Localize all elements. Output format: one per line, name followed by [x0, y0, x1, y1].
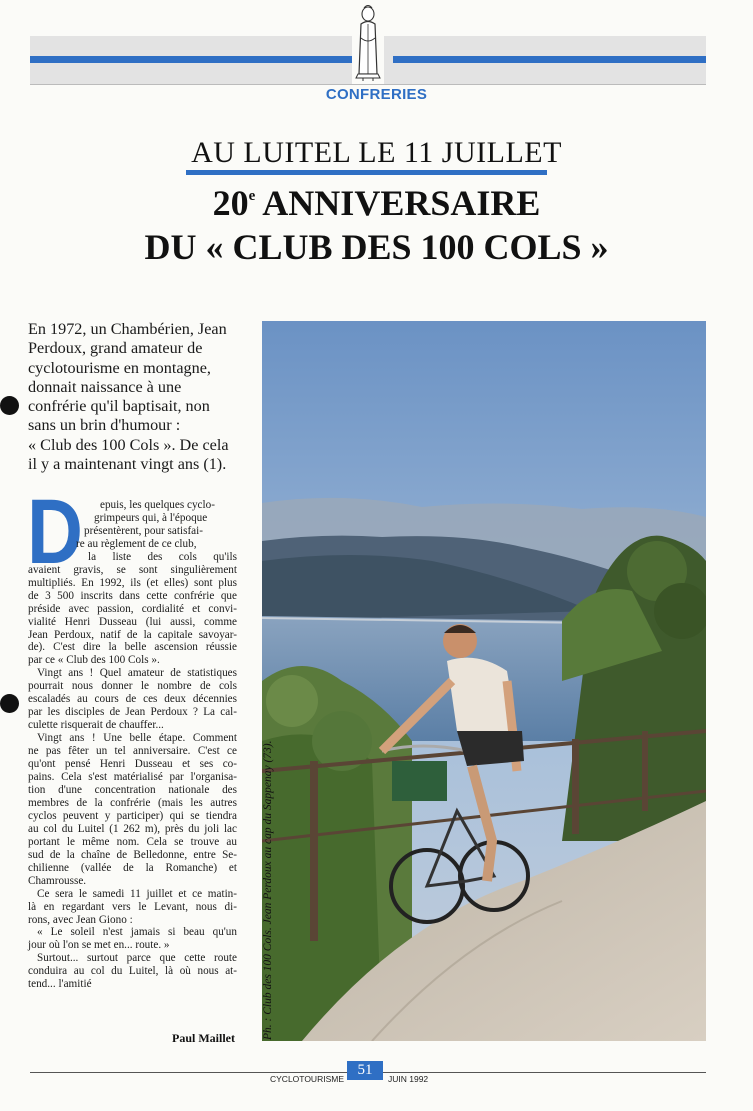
body-line: préside avec passion, cordialité et convi- — [28, 602, 237, 615]
body-line: pourrait nous donner le nombre de cols — [28, 680, 237, 693]
body-line: vialité Henri Dusseau (lui aussi, comme — [28, 615, 237, 628]
body-line: chilienne (vallée de la Romanche) et — [28, 861, 237, 874]
title-line-2: DU « CLUB DES 100 COLS » — [144, 227, 609, 267]
body-line: re au règlement de ce club, — [76, 537, 197, 550]
body-line: par les disciples de Jean Perdoux ? La cal- — [28, 706, 237, 719]
body-line: cyclos peuvent y participer) qui se tiendra — [28, 809, 237, 822]
body-line: conduira au col du Luitel, là où nous at- — [28, 965, 237, 978]
monk-emblem-icon — [352, 0, 384, 84]
lead-line: donnait naissance à une — [28, 377, 182, 396]
body-line: tend... l'amitié — [28, 978, 92, 991]
title-word: ANNIVERSAIRE — [255, 183, 541, 223]
cyclist-photo — [262, 321, 706, 1041]
body-line: Chamrousse. — [28, 874, 87, 887]
kicker-underline — [186, 170, 547, 175]
footer-date: JUIN 1992 — [388, 1074, 429, 1084]
title-number: 20 — [212, 183, 249, 223]
drop-cap-letter: D — [27, 497, 83, 567]
body-line: la liste des cols qu'ils — [88, 550, 237, 563]
body-line: Vingt ans ! Quel amateur de statistiques — [37, 667, 237, 680]
header-stripe-right — [393, 56, 706, 63]
body-line: là en regardant vers le Levant, nous di- — [28, 900, 237, 913]
body-line: culette risquerait de chauffer... — [28, 719, 164, 732]
lead-paragraph — [28, 320, 238, 474]
title-line-1 — [0, 182, 753, 224]
body-line: de). C'est dire la belle ascension réussie — [28, 641, 237, 654]
lead-line: sans un brin d'humour : — [28, 416, 181, 435]
header-underline — [30, 84, 706, 85]
lead-line: En 1972, un Chambérien, Jean — [28, 320, 227, 338]
section-rubric: CONFRERIES — [325, 86, 428, 103]
body-line: tion d'une concentration nationale des — [28, 783, 237, 796]
article-body — [28, 499, 237, 991]
body-line: grimpeurs qui, à l'époque — [94, 511, 208, 524]
page-number: 51 — [347, 1061, 383, 1080]
body-line: présentèrent, pour satisfai- — [84, 524, 203, 537]
body-line: par ce « Club des 100 Cols ». — [28, 654, 160, 667]
body-line: jour où l'on se met en... route. » — [28, 939, 170, 952]
body-line: de 3 500 inscrits dans cette confrérie que — [28, 589, 237, 602]
header-stripe-left — [30, 56, 355, 63]
body-line: ne pas fêter un tel anniversaire. C'est ce — [28, 745, 237, 758]
body-line: Surtout... surtout parce que cette route — [37, 952, 237, 965]
lead-line: « Club des 100 Cols ». De cela — [28, 435, 229, 454]
body-line: au col du Luitel (1 262 m), près du joli lac — [28, 822, 237, 835]
author-signature: Paul Maillet — [172, 1031, 235, 1045]
body-line: Vingt ans ! Une belle étape. Comment — [37, 732, 237, 745]
body-line: membres de la confrérie (mais les autres — [28, 796, 237, 809]
margin-bullet — [0, 396, 19, 415]
lead-line: Perdoux, grand amateur de — [28, 339, 203, 358]
margin-bullet — [0, 694, 19, 713]
body-line: epuis, les quelques cyclo- — [100, 499, 215, 511]
body-line: escaladés au cours de ces deux décennies — [28, 693, 237, 706]
photo-caption: Ph. : Club des 100 Cols. Jean Perdoux au cap du Sappenay (73). — [262, 740, 274, 1040]
title-superscript: e — [248, 188, 256, 204]
body-line: « Le soleil n'est jamais si beau qu'un — [37, 926, 237, 939]
lead-line: il y a maintenant vingt ans (1). — [28, 455, 227, 474]
footer-magazine: CYCLOTOURISME — [270, 1074, 344, 1084]
body-line: sud de la chaîne de Belledonne, entre Se- — [28, 848, 237, 861]
body-line: rons, avec Jean Giono : — [28, 913, 133, 926]
body-line: multipliés. En 1992, ils (et elles) sont plus — [28, 576, 237, 589]
body-line: Jean Perdoux, natif de la capitale savoyar- — [28, 628, 237, 641]
body-line: avaient gravis, se sont singulièrement — [28, 563, 237, 576]
kicker-heading: AU LUITEL LE 11 JUILLET — [191, 136, 562, 169]
lead-line: confrérie qu'il baptisait, non — [28, 397, 210, 416]
body-line: portant le même nom. Cela se trouve au — [28, 835, 237, 848]
body-line: qu'ont pensé Henri Dusseau et ses co- — [28, 758, 237, 771]
lead-line: cyclotourisme en montagne, — [28, 358, 211, 377]
body-line: pains. Cela s'est matérialisé par l'organisa- — [28, 771, 237, 784]
body-line: Ce sera le samedi 11 juillet et ce matin- — [37, 887, 237, 900]
